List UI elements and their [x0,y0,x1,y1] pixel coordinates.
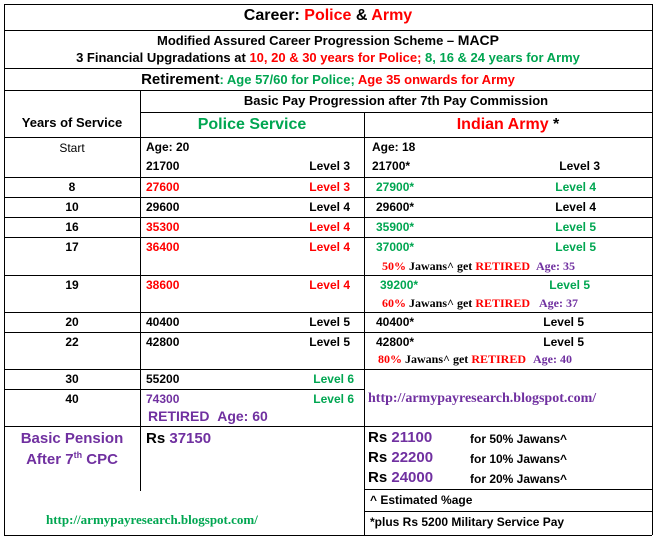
scheme-upgradations: 3 Financial Upgradations at [76,50,250,65]
police-pay: 36400 [146,240,180,254]
years-cell: 30 [65,372,79,386]
army-pension-note: for 20% Jawans^ [470,472,568,486]
note-percent: 50% [382,259,406,273]
note-age: Age: 37 [539,296,578,310]
police-pension [146,430,211,447]
note-jawans: Jawans^ get [406,259,476,273]
page-title [4,7,652,25]
years-cell: 10 [65,200,79,214]
army-level: Level 4 [555,200,596,214]
scheme-title: Modified Assured Career Progression Scheme – [156,33,458,48]
army-pension-note: for 10% Jawans^ [470,452,568,466]
retirement-row [4,71,652,89]
police-pension-rs: Rs [146,430,166,447]
army-level: Level 5 [549,278,590,292]
scheme-line-2 [4,50,652,65]
army-pay: 42800* [376,335,415,349]
army-level: Level 5 [555,240,596,254]
police-pension-amount: 37150 [169,430,212,447]
police-service-header: Police Service [197,116,307,133]
army-pension-1 [368,429,432,446]
note-percent: 60% [382,296,406,310]
police-retired-note [148,408,268,424]
years-cell: 16 [65,220,79,234]
years-cell: 19 [65,278,79,292]
police-retired-label: RETIRED [148,408,210,424]
title-career: Career: [243,7,300,24]
police-start-level: Level 3 [309,159,350,173]
army-pension-amount: 22200 [391,449,434,466]
police-pay: 55200 [146,372,180,386]
army-level: Level 4 [555,180,596,194]
police-pay: 38600 [146,278,180,292]
note-retired: RETIRED [475,296,530,310]
pay-progression-header: Basic Pay Progression after 7th Pay Commission [243,93,549,108]
note-age: Age: 35 [536,259,575,273]
army-pension-3 [368,469,433,486]
police-level: Level 3 [309,180,350,194]
police-start-pay: 21700 [146,159,180,173]
police-level: Level 4 [309,220,350,234]
army-pension-rs: Rs [368,449,388,466]
note-retired: RETIRED [471,352,526,366]
start-label: Start [59,141,85,155]
indian-army-star: * [553,116,560,133]
note-percent: 80% [378,352,402,366]
army-pay: 39200* [380,278,419,292]
years-cell: 8 [68,180,76,194]
army-pension-amount: 24000 [391,469,434,486]
scheme-macp: MACP [457,32,500,48]
army-level: Level 5 [555,220,596,234]
police-level: Level 5 [309,335,350,349]
police-level: Level 4 [309,278,350,292]
years-cell: 40 [65,392,79,406]
police-retired-age: Age: 60 [217,408,268,424]
scheme-line-1 [4,32,652,48]
scheme-army-years: 8, 16 & 24 years for Army [421,50,580,65]
indian-army-label: Indian Army [456,116,549,133]
note-jawans: Jawans^ get [406,296,473,310]
army-level: Level 5 [543,335,584,349]
police-level: Level 4 [309,240,350,254]
retirement-label: Retirement [141,71,220,88]
army-pension-rs: Rs [368,469,388,486]
army-start-level: Level 3 [559,159,600,173]
estimated-footnote: ^ Estimated %age [370,493,473,507]
retirement-army: Age 35 onwards for Army [354,72,515,87]
title-amp: & [355,7,368,24]
army-retire-note [378,352,572,367]
army-pay: 35900* [376,220,415,234]
pension-cpc: CPC [82,451,118,468]
army-pay: 37000* [376,240,415,254]
police-pay: 27600 [146,180,180,194]
pension-after: After 7 [26,451,74,468]
title-army: Army [371,7,413,24]
police-level: Level 4 [309,200,350,214]
pension-label-line-2 [4,450,140,468]
police-pay: 40400 [146,315,180,329]
years-cell: 17 [65,240,79,254]
army-pension-amount: 21100 [391,429,433,446]
army-start-pay: 21700* [372,159,411,173]
note-age: Age: 40 [533,352,572,366]
indian-army-header [364,116,652,134]
retirement-police: : Age 57/60 for Police; [219,72,355,87]
years-cell: 22 [65,335,79,349]
years-of-service-header: Years of Service [21,115,123,130]
police-pay: 74300 [146,392,180,406]
army-level: Level 5 [543,315,584,329]
army-pay: 29600* [376,200,415,214]
army-start-age: Age: 18 [372,140,416,154]
years-cell: 20 [65,315,79,329]
police-level: Level 6 [313,372,354,386]
note-retired: RETIRED [475,259,530,273]
police-pay: 42800 [146,335,180,349]
army-pension-rs: Rs [368,429,388,446]
scheme-police-years: 10, 20 & 30 years for Police; [249,50,422,65]
police-pay: 35300 [146,220,180,234]
army-pension-2 [368,449,433,466]
army-pay: 27900* [376,180,415,194]
police-level: Level 6 [313,392,354,406]
army-pension-note: for 50% Jawans^ [470,432,568,446]
blog-link-bottom[interactable]: http://armypayresearch.blogspot.com/ [46,512,258,527]
pension-sup: th [73,450,83,460]
army-retire-note [382,259,575,274]
title-police: Police [304,7,352,24]
army-retire-note [382,296,578,311]
msp-footnote: *plus Rs 5200 Military Service Pay [370,515,565,529]
police-pay: 29600 [146,200,180,214]
army-pay: 40400* [376,315,415,329]
blog-link-top[interactable]: http://armypayresearch.blogspot.com/ [368,391,597,406]
pension-label-line-1: Basic Pension [20,430,124,447]
police-start-age: Age: 20 [146,140,190,154]
note-jawans: Jawans^ get [402,352,472,366]
police-level: Level 5 [309,315,350,329]
